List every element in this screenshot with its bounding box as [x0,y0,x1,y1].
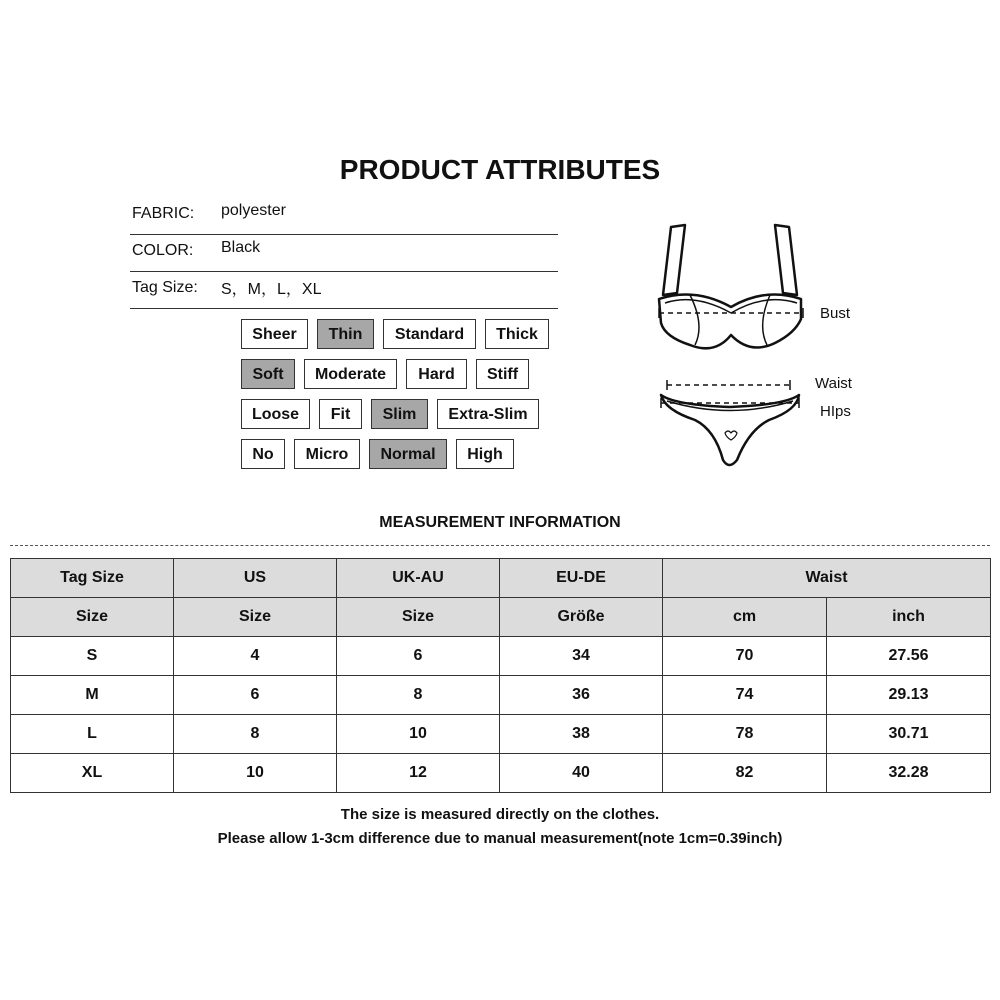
table-cell: 12 [337,754,500,793]
attr-label: COLOR: [132,242,194,259]
attr-row-fabric [130,197,558,235]
attr-row-tag-size [130,271,558,309]
header-cell: Größe [500,598,663,637]
table-cell: 8 [174,715,337,754]
bust-label: Bust [820,305,851,322]
header-cell: inch [827,598,991,637]
hips-label: HIps [820,403,851,420]
table-cell: 29.13 [827,676,991,715]
table-cell: 27.56 [827,637,991,676]
header-cell: Size [174,598,337,637]
chip-soft: Soft [241,359,295,389]
chip-thin: Thin [317,319,374,349]
table-cell: M [11,676,174,715]
chip-extra-slim: Extra-Slim [437,399,539,429]
header-cell: US [174,559,337,598]
chip-loose: Loose [241,399,310,429]
table-cell: 70 [663,637,827,676]
table-row [11,637,991,676]
attr-value: Black [221,239,261,256]
attr-value: S，M，L，XL [221,281,322,298]
chip-moderate: Moderate [304,359,397,389]
table-row [11,754,991,793]
header-cell: UK-AU [337,559,500,598]
option-row-type [0,399,560,431]
table-cell: XL [11,754,174,793]
header-cell: Size [11,598,174,637]
table-cell: 38 [500,715,663,754]
table-cell: 36 [500,676,663,715]
note-line-1: The size is measured directly on the clothes. [340,806,660,823]
header-cell: Size [337,598,500,637]
attr-row-color [130,234,558,272]
table-cell: 10 [337,715,500,754]
table-cell: 30.71 [827,715,991,754]
table-cell: L [11,715,174,754]
table-cell: 32.28 [827,754,991,793]
table-subheader-row [11,598,991,637]
table-cell: 6 [337,637,500,676]
chip-normal: Normal [369,439,447,469]
header-cell: Waist [663,559,991,598]
table-cell: 4 [174,637,337,676]
bra-and-brief-illustration [645,215,875,480]
table-row [11,676,991,715]
chip-high: High [456,439,514,469]
table-cell: 74 [663,676,827,715]
measurement-title: MEASUREMENT INFORMATION [379,514,621,531]
chip-stiff: Stiff [476,359,529,389]
table-cell: 6 [174,676,337,715]
header-cell: EU-DE [500,559,663,598]
table-cell: 82 [663,754,827,793]
table-cell: 8 [337,676,500,715]
option-row-oft [0,439,560,471]
chip-hard: Hard [406,359,467,389]
note-line-2: Please allow 1-3cm difference due to manual measurement(note 1cm=0.39inch) [217,830,783,847]
table-row [11,715,991,754]
measurement-table [10,558,991,793]
attr-value: polyester [221,202,286,219]
table-cell: 10 [174,754,337,793]
table-header-row [11,559,991,598]
chip-fit: Fit [319,399,362,429]
table-cell: 78 [663,715,827,754]
attr-label: Tag Size: [132,279,198,296]
waist-label: Waist [815,375,852,392]
chip-standard: Standard [383,319,476,349]
chip-sheer: Sheer [241,319,308,349]
option-row-touch [0,359,560,391]
chip-no: No [241,439,285,469]
header-cell: cm [663,598,827,637]
chip-thick: Thick [485,319,549,349]
chip-micro: Micro [294,439,360,469]
garment-diagram [645,215,875,480]
page-title: PRODUCT ATTRIBUTES [339,154,661,185]
option-row-thickness [0,319,560,351]
header-cell: Tag Size [11,559,174,598]
attr-label: FABRIC: [132,205,195,222]
table-cell: 40 [500,754,663,793]
table-cell: S [11,637,174,676]
table-cell: 34 [500,637,663,676]
dashed-divider [10,545,990,546]
chip-slim: Slim [371,399,428,429]
